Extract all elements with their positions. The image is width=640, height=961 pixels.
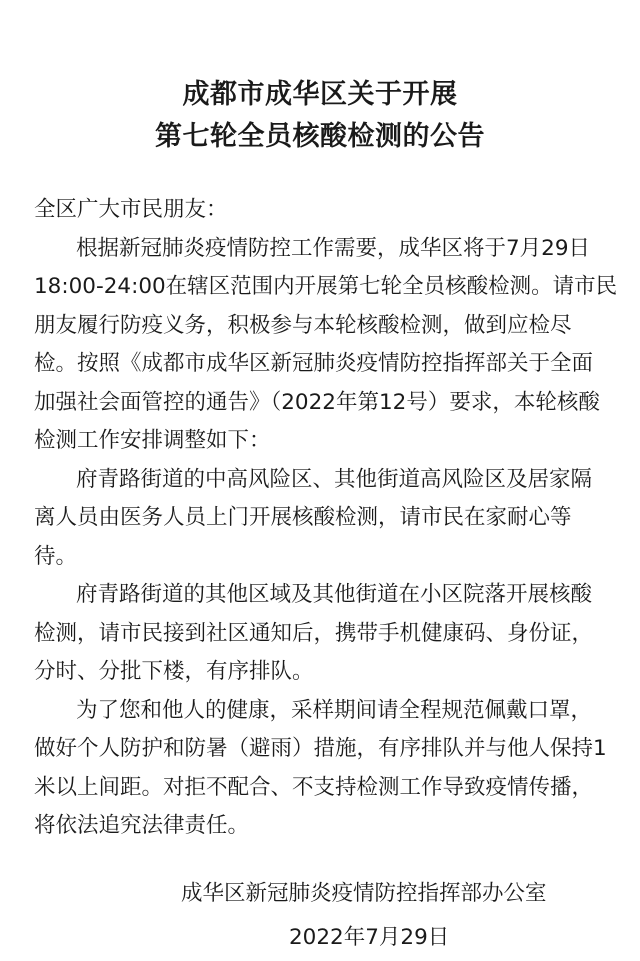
paragraph-line: 待。 [34,543,78,569]
signature-organization: 成华区新冠肺炎疫情防控指挥部办公室 [181,881,547,906]
paragraph-line: 加强社会面管控的通告》（2022年第12号）要求，本轮核酸 [34,389,600,415]
notice-title-line-2: 第七轮全员核酸检测的公告 [155,121,485,152]
paragraph-line: 18:00-24:00在辖区范围内开展第七轮全员核酸检测。请市民 [34,274,618,299]
paragraph-line: 为了您和他人的健康，采样期间请全程规范佩戴口罩， [76,697,593,723]
signature-date: 2022年7月29日 [289,925,450,950]
paragraph-line: 做好个人防护和防暑（避雨）措施，有序排队并与他人保持1 [34,736,607,761]
paragraph-line: 朋友履行防疫义务，积极参与本轮核酸检测，做到应检尽 [34,312,572,338]
paragraph-line: 离人员由医务人员上门开展核酸检测，请市民在家耐心等 [34,505,572,530]
paragraph-line: 府青路街道的其他区域及其他街道在小区院落开展核酸 [76,582,593,607]
paragraph-line: 分时、分批下楼，有序排队。 [34,659,314,684]
notice-title-line-1: 成都市成华区关于开展 [182,79,458,110]
paragraph-line: 检测，请市民接到社区通知后，携带手机健康码、身份证， [34,620,594,646]
paragraph-line: 根据新冠肺炎疫情防控工作需要，成华区将于7月29日 [76,235,591,261]
notice-body [34,191,618,846]
paragraph-line: 米以上间距。对拒不配合、不支持检测工作导致疫情传播， [34,774,594,800]
paragraph-line: 将依法追究法律责任。 [34,813,250,838]
paragraph-line: 府青路街道的中高风险区、其他街道高风险区及居家隔 [76,466,593,492]
salutation: 全区广大市民朋友： [34,197,228,222]
paragraph-4 [34,692,608,846]
paragraph-1 [34,230,618,461]
paragraph-line: 检测工作安排调整如下： [34,428,271,453]
paragraph-line: 检。按照《成都市成华区新冠肺炎疫情防控指挥部关于全面 [34,351,594,376]
paragraph-2 [34,461,608,577]
paragraph-3 [34,576,608,692]
